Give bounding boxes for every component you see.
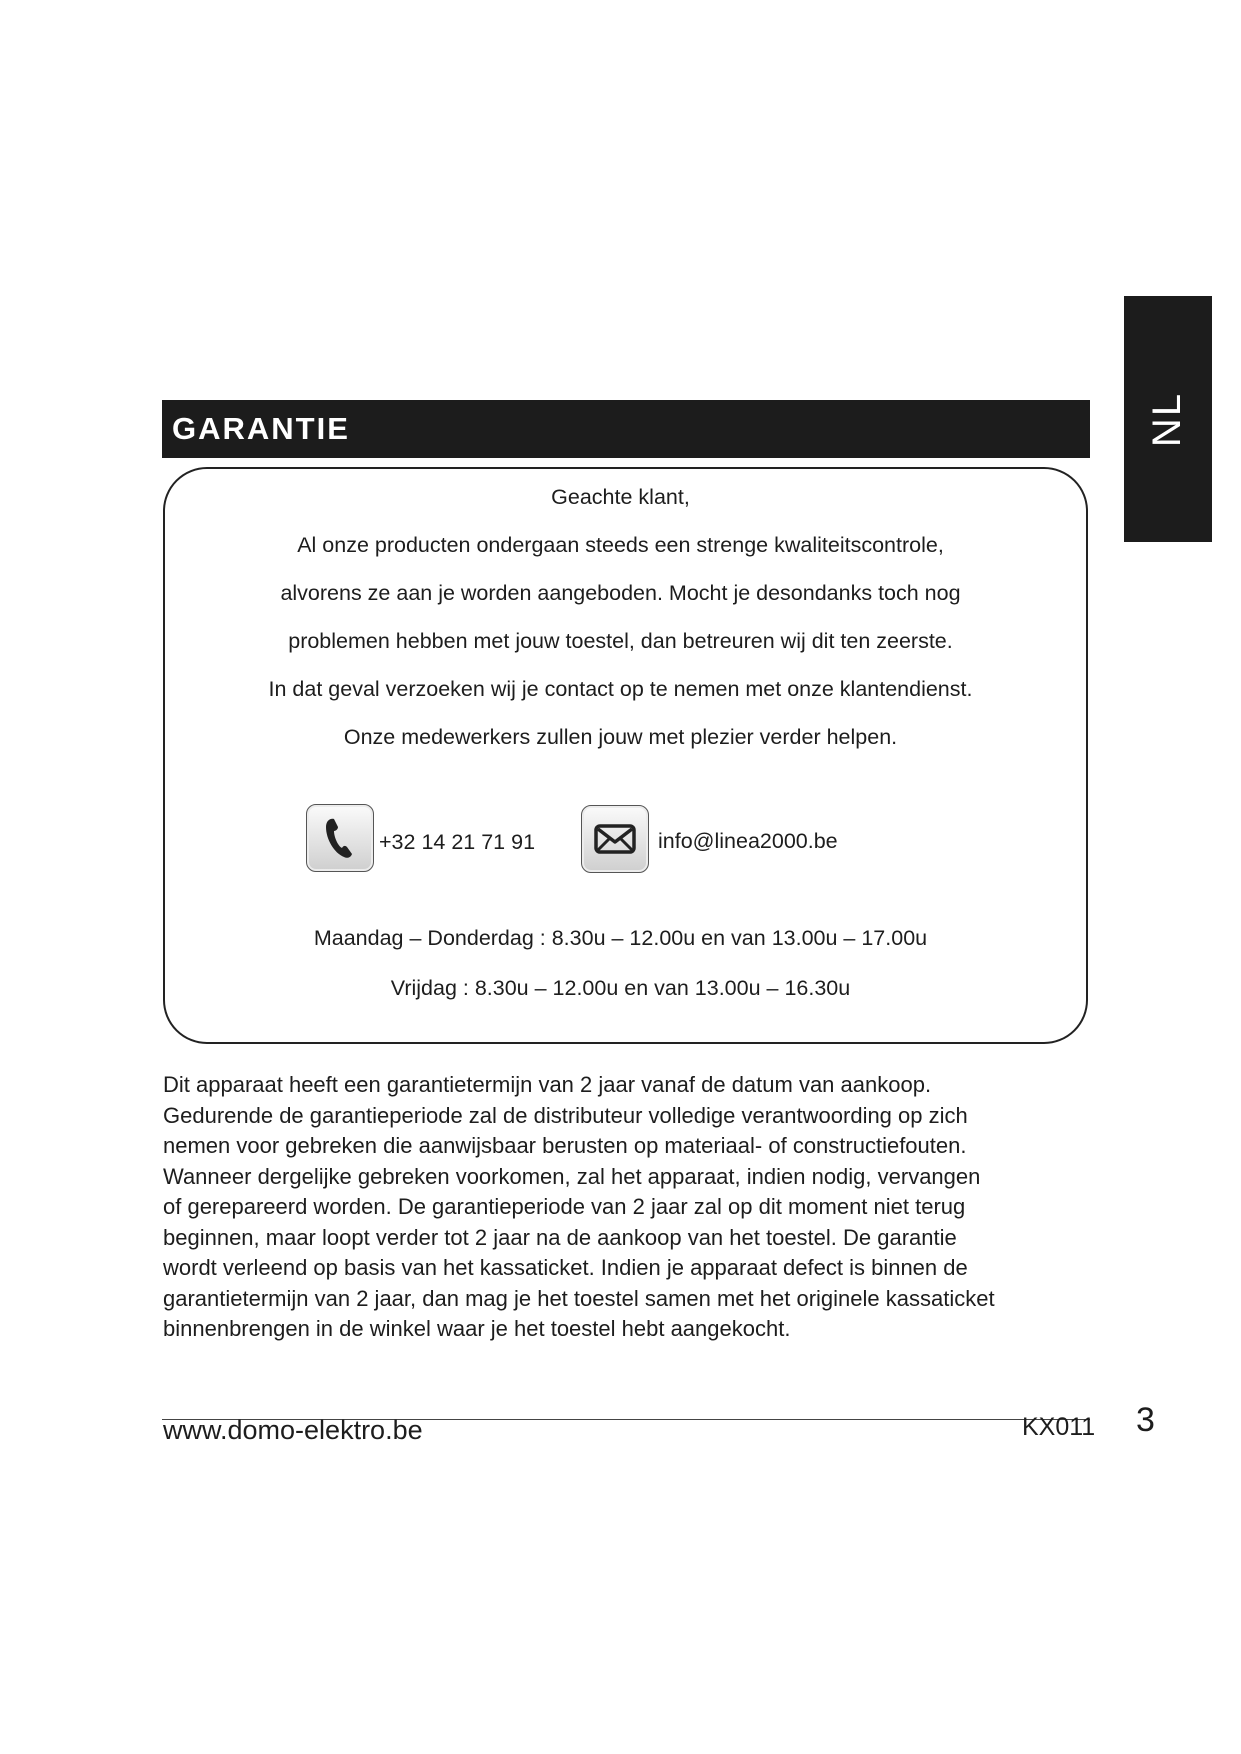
body-line: nemen voor gebreken die aanwijsbaar berusten op materiaal- of constructiefouten. [163,1133,967,1158]
body-line: Gedurende de garantieperiode zal de distributeur volledige verantwoording op zich [163,1102,968,1128]
body-line: Wanneer dergelijke gebreken voorkomen, zal het apparaat, indien nodig, vervangen [163,1163,981,1189]
page-number: 3 [1136,1401,1155,1439]
envelope-icon [581,805,649,873]
body-line: beginnen, maar loopt verder tot 2 jaar na de aankoop van het toestel. De garantie [163,1224,957,1250]
opening-hours-weekdays: Maandag – Donderdag : 8.30u – 12.00u en van 13.00u – 17.00u [313,926,928,950]
footer-url[interactable]: www.domo-elektro.be [163,1415,423,1445]
body-line: garantietermijn van 2 jaar, dan mag je het toestel samen met het originele kassaticket [163,1285,995,1311]
body-line: binnenbrengen in de winkel waar je het toestel hebt aangekocht. [163,1316,791,1341]
language-tab-label: NL [1145,391,1190,447]
footer-model: KX011 [1022,1413,1096,1441]
intro-line: In dat geval verzoeken wij je contact op te nemen met onze klantendienst. [268,677,973,701]
section-title: GARANTIE [172,411,350,446]
greeting: Geachte klant, [551,485,690,509]
body-line: of gerepareerd worden. De garantieperiode van 2 jaar zal op dit moment niet terug [163,1194,966,1219]
intro-line: problemen hebben met jouw toestel, dan betreuren wij dit ten zeerste. [288,629,953,653]
phone-icon [306,804,374,872]
intro-line: Al onze producten ondergaan steeds een strenge kwaliteitscontrole, [297,533,944,557]
section-title-bar [162,400,1090,458]
intro-line: alvorens ze aan je worden aangeboden. Mocht je desondanks toch nog [280,581,961,605]
phone-number[interactable]: +32 14 21 71 91 [379,830,536,854]
warranty-body-text [163,1070,1093,1345]
body-line: Dit apparaat heeft een garantietermijn van 2 jaar vanaf de datum van aankoop. [163,1072,932,1097]
opening-hours-friday: Vrijdag : 8.30u – 12.00u en van 13.00u – 16.30u [390,976,851,1000]
email-address[interactable]: info@linea2000.be [658,829,838,853]
intro-line: Onze medewerkers zullen jouw met plezier verder helpen. [343,725,898,749]
body-line: wordt verleend op basis van het kassaticket. Indien je apparaat defect is binnen de [163,1255,968,1280]
